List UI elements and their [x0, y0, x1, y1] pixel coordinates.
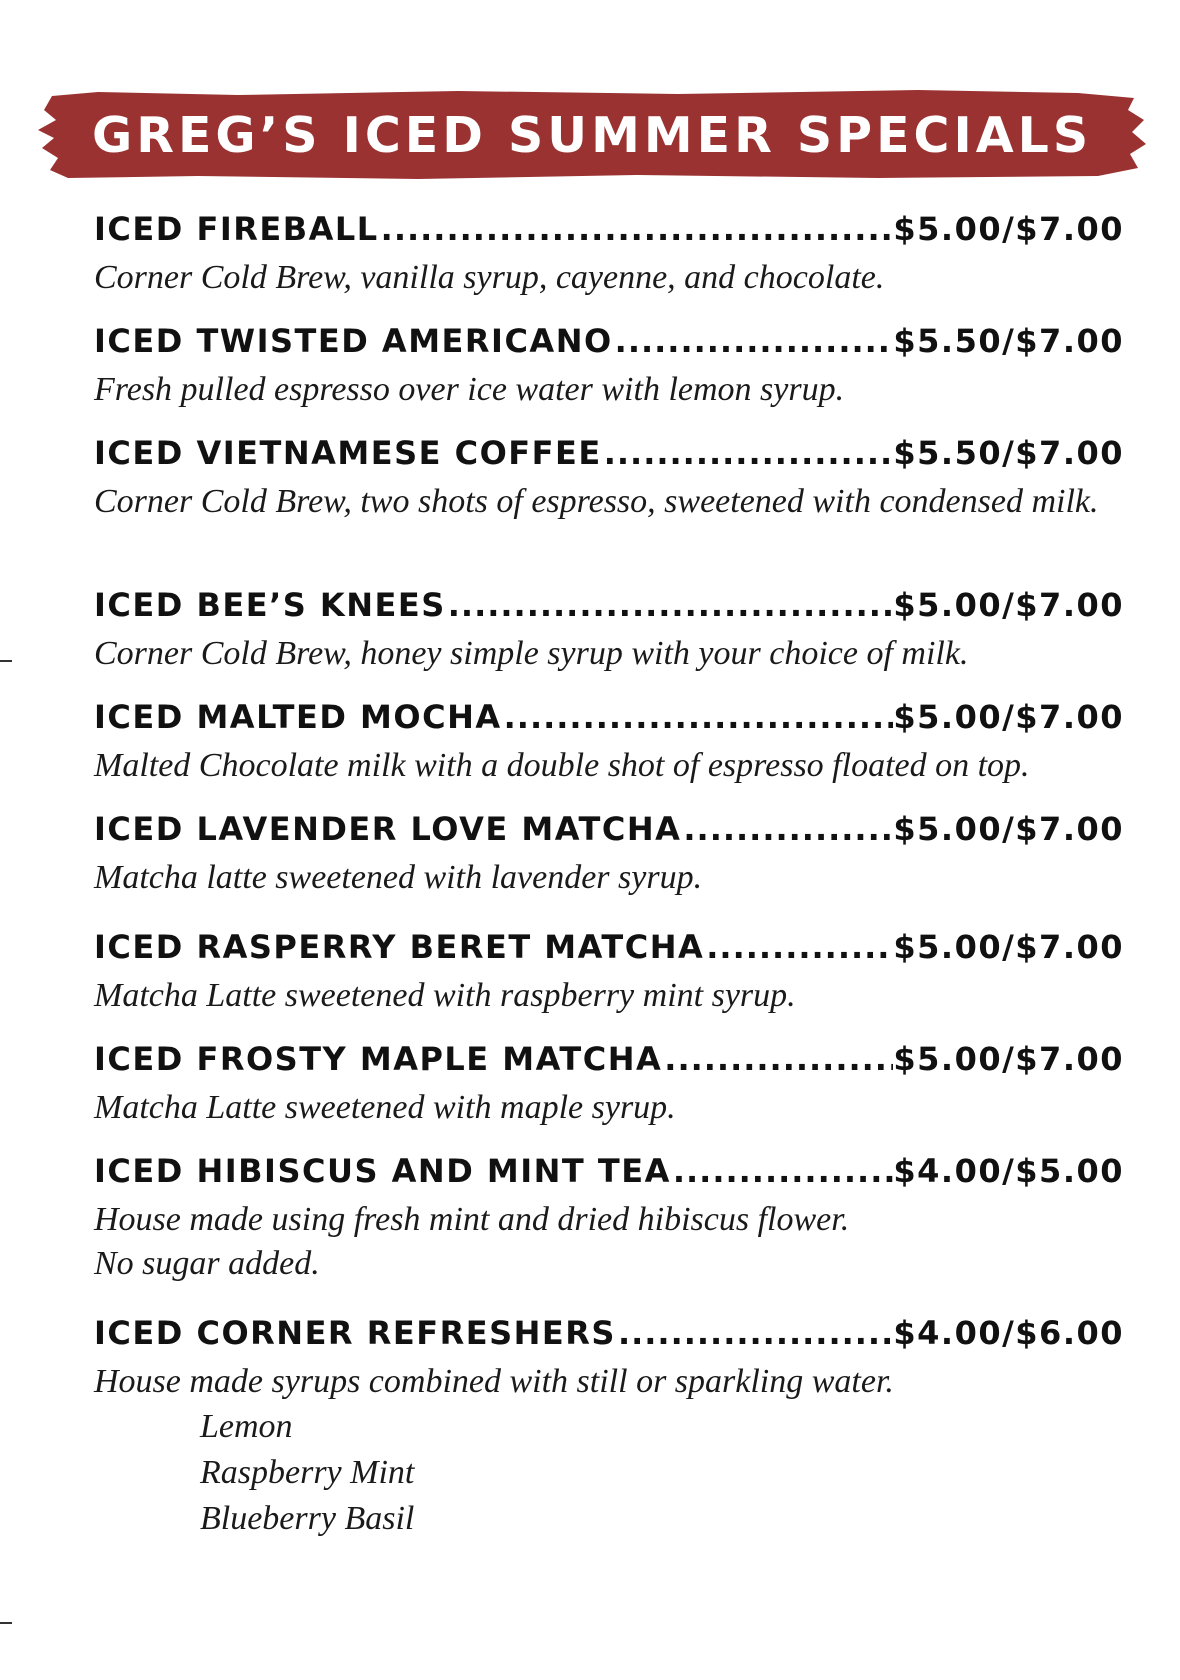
page-title: GREG’S ICED SUMMER SPECIALS: [92, 107, 1093, 164]
dot-leader: [704, 928, 893, 966]
menu-item: [94, 586, 1124, 676]
item-name: ICED VIETNAMESE COFFEE: [94, 434, 602, 472]
item-name: ICED LAVENDER LOVE MATCHA: [94, 810, 682, 848]
menu-item: [94, 1040, 1124, 1130]
item-description: Matcha Latte sweetened with maple syrup.: [94, 1089, 676, 1126]
menu-item: [94, 698, 1124, 788]
item-description: Malted Chocolate milk with a double shot of espresso floated on top.: [94, 747, 1030, 784]
flavor-item: Lemon: [200, 1408, 293, 1445]
item-price: $5.00/$7.00: [893, 698, 1124, 736]
item-name: ICED FIREBALL: [94, 210, 379, 248]
dot-leader: [379, 210, 894, 248]
menu-item: [94, 928, 1124, 1018]
dot-leader: [446, 586, 894, 624]
item-description: Corner Cold Brew, honey simple syrup with your choice of milk.: [94, 635, 969, 672]
item-price: $5.50/$7.00: [893, 322, 1124, 360]
menu-item: [94, 434, 1124, 524]
item-price: $5.00/$7.00: [893, 586, 1124, 624]
dot-leader: [602, 434, 894, 472]
item-name: ICED FROSTY MAPLE MATCHA: [94, 1040, 663, 1078]
menu-item: [94, 1314, 1124, 1542]
item-price: $4.00/$5.00: [893, 1152, 1124, 1190]
menu-item: [94, 322, 1124, 412]
item-description: Matcha latte sweetened with lavender syrup.: [94, 859, 703, 896]
flavor-item: Blueberry Basil: [200, 1500, 415, 1537]
item-description: Fresh pulled espresso over ice water with lemon syrup.: [94, 371, 845, 408]
dot-leader: [616, 1314, 893, 1352]
dot-leader: [671, 1152, 894, 1190]
item-description: House made syrups combined with still or sparkling water.: [94, 1363, 894, 1400]
item-description: Corner Cold Brew, vanilla syrup, cayenne, and chocolate.: [94, 259, 885, 296]
dot-leader: [662, 1040, 893, 1078]
dot-leader: [502, 698, 894, 736]
menu-item: [94, 210, 1124, 300]
item-price: $5.00/$7.00: [893, 210, 1124, 248]
crop-mark: [0, 1622, 12, 1624]
item-name: ICED CORNER REFRESHERS: [94, 1314, 616, 1352]
title-banner: [38, 90, 1146, 180]
item-name: ICED BEE’S KNEES: [94, 586, 446, 624]
item-price: $5.00/$7.00: [893, 1040, 1124, 1078]
item-name: ICED TWISTED AMERICANO: [94, 322, 613, 360]
item-price: $5.00/$7.00: [893, 928, 1124, 966]
item-description-note: No sugar added.: [94, 1245, 320, 1282]
menu-item: [94, 1152, 1124, 1286]
dot-leader: [681, 810, 893, 848]
item-price: $4.00/$6.00: [893, 1314, 1124, 1352]
item-name: ICED RASPERRY BERET MATCHA: [94, 928, 705, 966]
menu-item: [94, 810, 1124, 900]
item-description: House made using fresh mint and dried hibiscus flower.: [94, 1201, 850, 1238]
crop-mark: [0, 660, 12, 662]
item-description: Corner Cold Brew, two shots of espresso, sweetened with condensed milk.: [94, 483, 1099, 520]
item-price: $5.00/$7.00: [893, 810, 1124, 848]
item-name: ICED HIBISCUS AND MINT TEA: [94, 1152, 671, 1190]
item-name: ICED MALTED MOCHA: [94, 698, 502, 736]
dot-leader: [613, 322, 894, 360]
item-price: $5.50/$7.00: [893, 434, 1124, 472]
flavor-list: [200, 1404, 1124, 1542]
item-description: Matcha Latte sweetened with raspberry mint syrup.: [94, 977, 796, 1014]
flavor-item: Raspberry Mint: [200, 1454, 415, 1491]
